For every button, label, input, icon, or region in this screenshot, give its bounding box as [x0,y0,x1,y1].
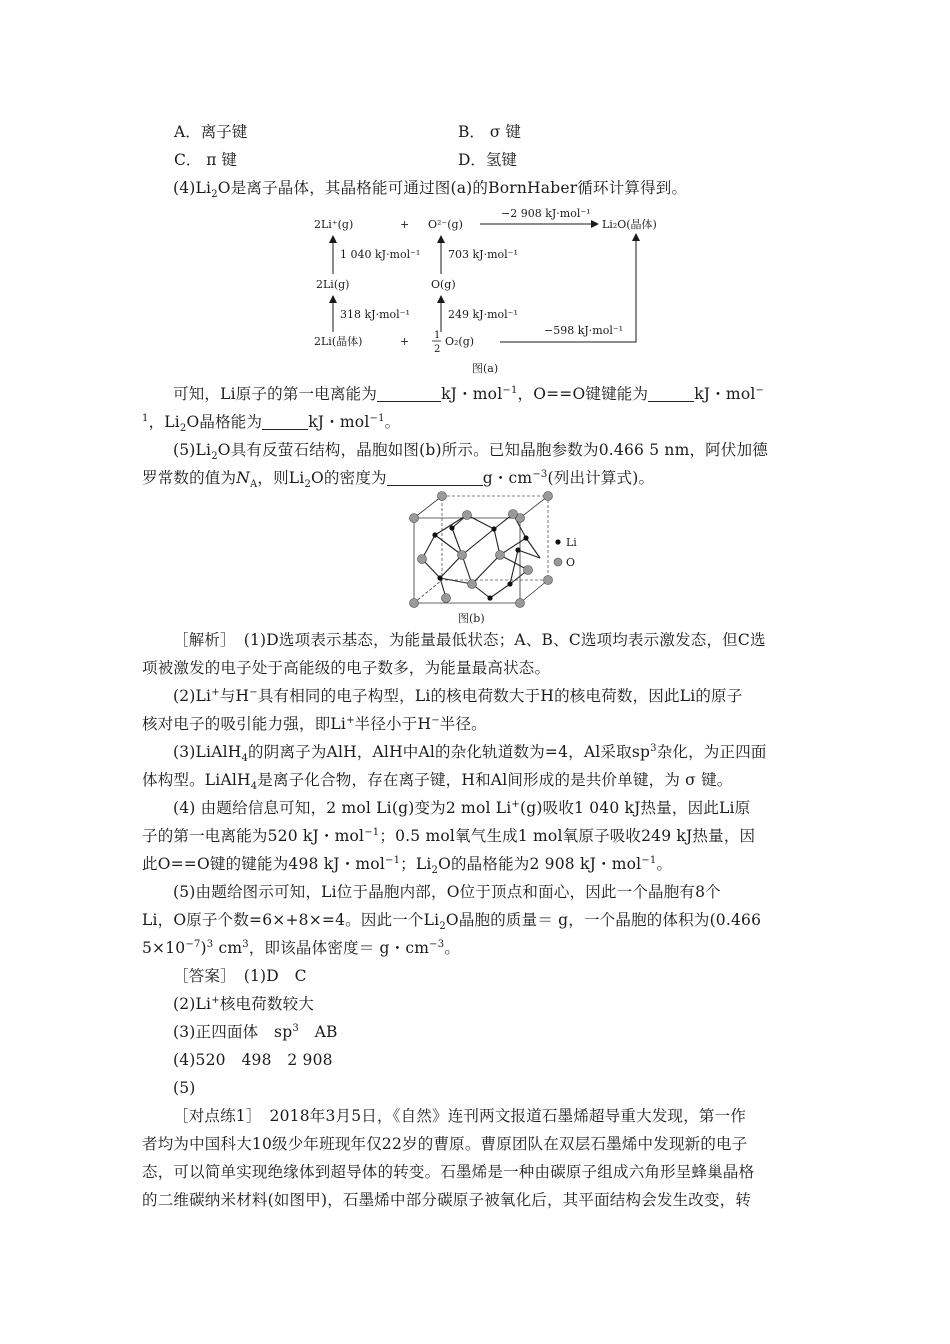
q4-followup-line1: 可知，Li原子的第一电离能为 kJ・mol$^{-1}$，O==O键键能为 kJ・mol− [173,384,765,403]
formation-label: −598 kJ·mol⁻¹ [544,324,624,337]
o-atom [509,510,518,519]
lattice-energy-label: −2 908 kJ·mol⁻¹ [501,207,591,220]
crystal-cell-figure [400,488,600,628]
answer-2: (2)Li+核电荷数较大 [173,994,315,1013]
o-atom [418,555,427,564]
option-a: A．离子键 [174,123,248,141]
practice-line3: 态，可以简单实现绝缘体到超导体的转变。石墨烯是一种由碳原子组成六角形呈蜂巢晶格 [142,1163,755,1181]
o-atom [458,551,467,560]
analysis-p4-line2: 子的第一电离能为520 kJ・mol$^{-1}$；0.5 mol氧气生成1 mol氧原子吸收249 kJ热量，因 [142,826,756,845]
li-crystal: 2Li(晶体) [314,335,363,348]
analysis-p1-line2: 项被激发的电子处于高能级的电子数多，为能量最高状态。 [142,659,551,677]
ionization-label: 1 040 kJ·mol⁻¹ [340,248,421,261]
o-atom [468,580,477,589]
o2-gas: O₂(g) [445,335,475,348]
li-atom [437,575,442,580]
answer-5: (5) [173,1079,196,1097]
half-denominator: 2 [434,344,441,355]
option-d: D．氢键 [458,151,517,169]
legend-o-label: O [566,556,576,569]
o-atom [438,492,447,501]
cell-edge [520,496,548,518]
plus-bottom: + [400,335,410,348]
analysis-p4-line1: (4) 由题给信息可知，2 mol Li(g)变为2 mol Li+(g)吸收1 040 kJ热量，因此Li原 [173,798,751,817]
question-4: $(4)Li_2O$是离子晶体，其晶格能可通过图(a)的BornHaber循环计算得到。 [173,179,688,201]
legend-li-dot [555,539,560,544]
li-atom [432,532,437,537]
o-atom [496,551,505,560]
li-atom [523,535,528,540]
option-c: C． π 键 [174,151,237,169]
li-atom [507,581,512,586]
li-gas: 2Li(g) [316,278,350,291]
analysis-p4-line3: 此O==O键的键能为498 kJ・mol$^{-1}$；$Li_2O$的晶格能为2 908 kJ・mol$^{-1}$。 [142,854,673,877]
analysis-p1-line1: ［解析］ (1)D选项表示基态，为能量最低状态；A、B、C选项均表示激发态，但C选 [173,631,766,649]
li-atom [449,525,454,530]
born-haber-figure [300,200,660,382]
analysis-p2-line2: 核对电子的吸引能力强，即Li+半径小于H−半径。 [142,714,487,733]
li-atom [515,547,520,552]
o-atom [410,599,419,608]
o-ion-gas: O²⁻(g) [428,218,463,231]
o-atom [544,492,553,501]
sublimation-label: 318 kJ·mol⁻¹ [340,308,410,321]
analysis-p3-line2: 体构型。LiAlH$_4$是离子化合物，存在离子键，H和Al间形成的是共价单键，为 σ 键。 [142,771,733,793]
analysis-p5-line3: $5\times 10^{-7})^3$ $cm^3$，即该晶体密度＝ g・$cm^{-3}$。 [142,938,461,957]
legend-o-dot [554,558,562,566]
li-ion-gas: 2Li⁺(g) [314,218,354,231]
li-atom [487,595,492,600]
dissociation-label: 249 kJ·mol⁻¹ [448,308,518,321]
analysis-p3-line1: (3)LiAlH$_4$的阴离子为AlH，AlH中Al的杂化轨道数为=4，Al采取$sp^3$杂化，为正四面 [173,742,767,765]
o-gas: O(g) [431,278,456,291]
answer-3: (3)正四面体 $sp^3$ AB [173,1022,338,1041]
plus-top: + [400,218,410,231]
o-atom [516,599,525,608]
o-atom [544,576,553,585]
q4-followup-line2: $^1$，$Li_2O$晶格能为 kJ・mol$^{-1}$。 [142,412,401,435]
legend-li-label: Li [566,536,577,549]
answer-1: ［答案］ (1)D C [173,967,307,985]
question-5-line2: 罗常数的值为$N_A$，则$Li_2O$的密度为 g・$cm^{-3}$(列出计算式)。 [142,468,655,491]
figure-a-caption: 图(a) [472,362,499,375]
question-5-line1: $(5)Li_2O$具有反萤石结构，晶胞如图(b)所示。已知晶胞参数为0.466 5 nm，阿伏加德 [173,441,768,463]
cell-edge [414,580,442,603]
o-atom [463,511,472,520]
practice-line1: ［对点练1］ 2018年3月5日，《自然》连刊两文报道石墨烯超导重大发现，第一作 [173,1107,747,1125]
cell-edge [520,580,548,603]
practice-line2: 者均为中国科大10级少年班现年仅22岁的曹原。曹原团队在双层石墨烯中发现新的电子 [142,1135,748,1153]
answer-4: (4)520 498 2 908 [173,1051,333,1069]
practice-line4: 的二维碳纳米材料(如图甲)，石墨烯中部分碳原子被氧化后，其平面结构会发生改变，转 [142,1191,752,1209]
li2o-crystal: Li₂O(晶体) [602,218,657,231]
option-b: B． σ 键 [458,123,521,141]
analysis-p5-line1: (5)由题给图示可知，Li位于晶胞内部，O位于顶点和面心，因此一个晶胞有8个 [173,883,721,901]
o-atom [442,594,451,603]
o-atom [410,514,419,523]
figure-b-caption: 图(b) [458,612,485,625]
analysis-p5-line2: Li，O原子个数=6×+8×=4。因此一个$Li_2O$晶胞的质量＝ g，一个晶胞的体积为(0.466 [142,911,762,933]
o-atom [524,566,533,575]
affinity-label: 703 kJ·mol⁻¹ [448,248,518,261]
cell-edge [414,496,442,518]
li-atom [491,526,496,531]
analysis-p2-line1: (2)Li+与H−具有相同的电子构型，Li的核电荷数大于H的核电荷数，因此Li的原子 [173,686,743,705]
half-numerator: 1 [434,330,441,341]
